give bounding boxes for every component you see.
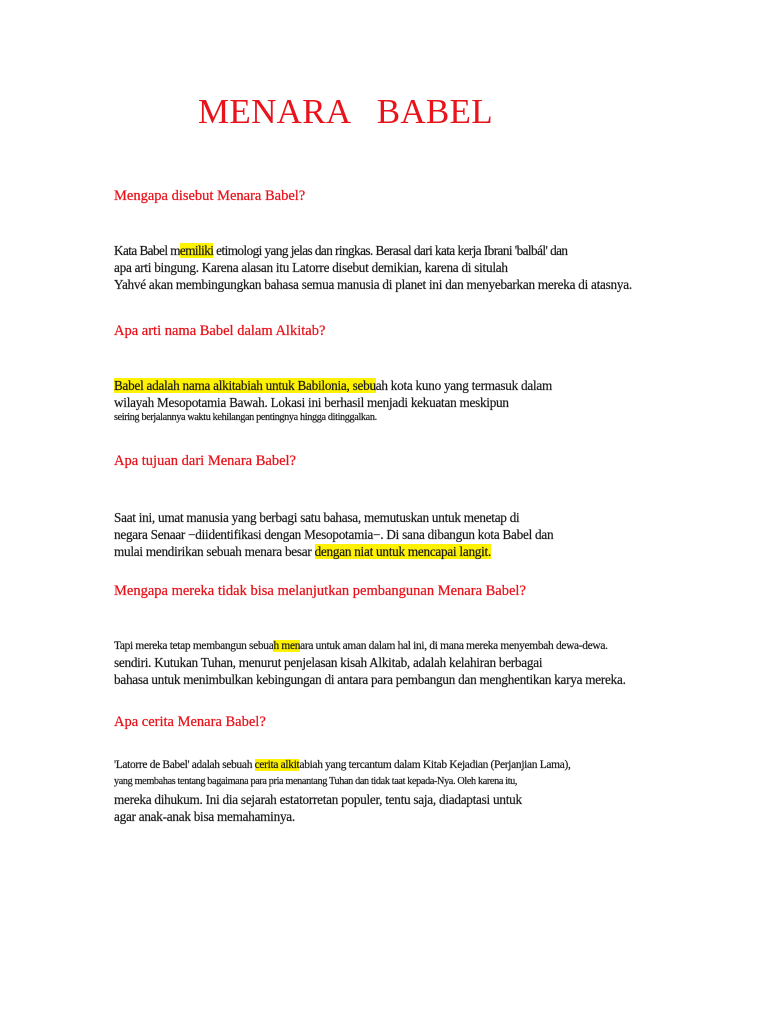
paragraph-line: sendiri. Kutukan Tuhan, menurut penjelasan kisah Alkitab, adalah kelahiran berbagai (114, 655, 543, 670)
paragraph-line: Tapi mereka tetap membangun sebuah menara untuk aman dalam hal ini, di mana mereka menyembah dewa-dewa. (114, 640, 608, 652)
highlighted-text: dengan niat untuk mencapai langit. (314, 544, 492, 559)
paragraph-line: Yahvé akan membingungkan bahasa semua manusia di planet ini dan menyebarkan mereka di atasnya. (114, 277, 632, 292)
paragraph-line: mereka dihukum. Ini dia sejarah estatorretan populer, tentu saja, diadaptasi untuk (114, 792, 522, 807)
paragraph-line: apa arti bingung. Karena alasan itu Latorre disebut demikian, karena di situlah (114, 260, 508, 275)
paragraph-line: yang membahas tentang bagaimana para pria menantang Tuhan dan tidak taat kepada-Nya. Oleh karena itu, (114, 776, 518, 787)
section-heading: Apa cerita Menara Babel? (114, 714, 266, 730)
section-paragraph (114, 638, 626, 688)
section-heading: Apa tujuan dari Menara Babel? (114, 453, 296, 469)
section-heading: Mengapa mereka tidak bisa melanjutkan pembangunan Menara Babel? (114, 583, 526, 599)
paragraph-line: wilayah Mesopotamia Bawah. Lokasi ini berhasil menjadi kekuatan meskipun (114, 395, 509, 410)
section-heading: Apa arti nama Babel dalam Alkitab? (114, 323, 326, 339)
paragraph-line: Kata Babel memiliki etimologi yang jelas dan ringkas. Berasal dari kata kerja Ibrani 'balbál' dan (114, 243, 568, 258)
paragraph-line: mulai mendirikan sebuah menara besar dengan niat untuk mencapai langit. (114, 544, 492, 559)
section-paragraph (114, 757, 571, 825)
paragraph-line: 'Latorre de Babel' adalah sebuah cerita alkitabiah yang tercantum dalam Kitab Kejadian (Perjanjian Lama), (114, 759, 571, 771)
highlighted-text: h men (273, 640, 301, 652)
paragraph-line: agar anak-anak bisa memahaminya. (114, 809, 295, 824)
paragraph-line: negara Senaar −diidentifikasi dengan Mesopotamia−. Di sana dibangun kota Babel dan (114, 527, 554, 542)
page-title: MENARA BABEL (198, 92, 493, 131)
section-paragraph (114, 242, 632, 293)
highlighted-text: Babel adalah nama alkitabiah untuk Babilonia, sebu (114, 378, 376, 393)
paragraph-line: seiring berjalannya waktu kehilangan pentingnya hingga ditinggalkan. (114, 412, 377, 423)
paragraph-line: Babel adalah nama alkitabiah untuk Babilonia, sebuah kota kuno yang termasuk dalam (114, 378, 553, 393)
section-paragraph (114, 509, 553, 560)
section-heading: Mengapa disebut Menara Babel? (114, 188, 306, 204)
paragraph-line: bahasa untuk menimbulkan kebingungan di antara para pembangun dan menghentikan karya mereka. (114, 672, 626, 687)
section-paragraph (114, 377, 552, 425)
highlighted-text: emiliki (179, 243, 214, 258)
highlighted-text: cerita alkit (254, 759, 300, 771)
paragraph-line: Saat ini, umat manusia yang berbagi satu bahasa, memutuskan untuk menetap di (114, 510, 520, 525)
